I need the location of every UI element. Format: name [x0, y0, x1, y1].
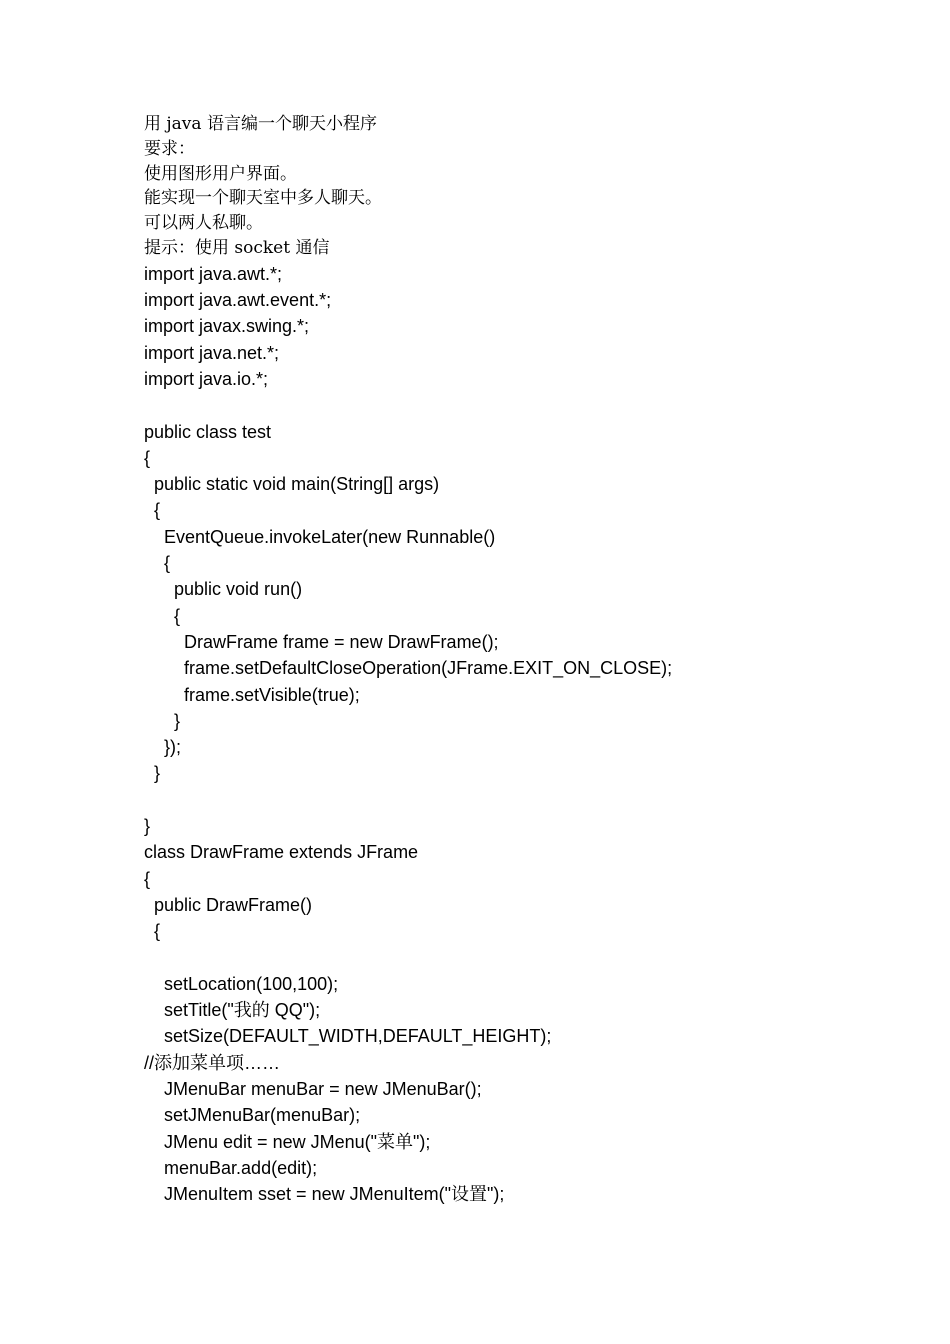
code-line — [144, 787, 910, 813]
hint-socket: 提示：使用 socket 通信 — [144, 237, 330, 258]
requirement-gui: 使用图形用户界面。 — [144, 163, 297, 184]
task-description — [144, 112, 910, 261]
code-line: public class test — [144, 421, 272, 442]
code-line: { — [144, 921, 161, 942]
code-line: public DrawFrame() — [144, 894, 313, 915]
code-line: EventQueue.invokeLater(new Runnable() — [144, 526, 496, 547]
requirement-private-chat: 可以两人私聊。 — [144, 213, 263, 234]
requirements-heading: 要求： — [144, 138, 195, 159]
code-line: JMenuBar menuBar = new JMenuBar(); — [144, 1078, 482, 1099]
code-line: setSize(DEFAULT_WIDTH,DEFAULT_HEIGHT); — [144, 1026, 552, 1047]
code-comment: //添加菜单项…… — [144, 1052, 281, 1073]
code-line: } — [144, 763, 161, 784]
code-line: { — [144, 500, 161, 521]
code-line: setTitle("我的 QQ"); — [144, 1000, 321, 1021]
code-listing — [144, 261, 910, 1208]
code-line — [144, 392, 910, 418]
code-line: frame.setDefaultCloseOperation(JFrame.EXIT_ON_CLOSE); — [144, 658, 673, 679]
code-line: } — [144, 816, 151, 837]
code-line — [144, 945, 910, 971]
code-line: import java.awt.event.*; — [144, 290, 332, 311]
code-line: import java.io.*; — [144, 368, 269, 389]
document-body — [144, 112, 910, 1207]
code-line: menuBar.add(edit); — [144, 1157, 318, 1178]
task-title: 用 java 语言编一个聊天小程序 — [144, 114, 377, 134]
requirement-group-chat: 能实现一个聊天室中多人聊天。 — [144, 188, 382, 209]
code-line: { — [144, 447, 151, 468]
code-line: import java.awt.*; — [144, 263, 283, 284]
code-line: }); — [144, 737, 182, 758]
code-line: DrawFrame frame = new DrawFrame(); — [144, 631, 499, 652]
code-line: JMenu edit = new JMenu("菜单"); — [144, 1131, 431, 1152]
code-line: setLocation(100,100); — [144, 973, 339, 994]
code-line: class DrawFrame extends JFrame — [144, 842, 419, 863]
code-line: import java.net.*; — [144, 342, 280, 363]
code-line: public static void main(String[] args) — [144, 474, 440, 495]
code-line: } — [144, 710, 181, 731]
code-line: { — [144, 553, 171, 574]
code-line: JMenuItem sset = new JMenuItem("设置"); — [144, 1184, 505, 1205]
code-line: { — [144, 605, 181, 626]
code-line: public void run() — [144, 579, 303, 600]
code-line: { — [144, 868, 151, 889]
code-line: import javax.swing.*; — [144, 316, 310, 337]
code-line: setJMenuBar(menuBar); — [144, 1105, 361, 1126]
code-line: frame.setVisible(true); — [144, 684, 360, 705]
